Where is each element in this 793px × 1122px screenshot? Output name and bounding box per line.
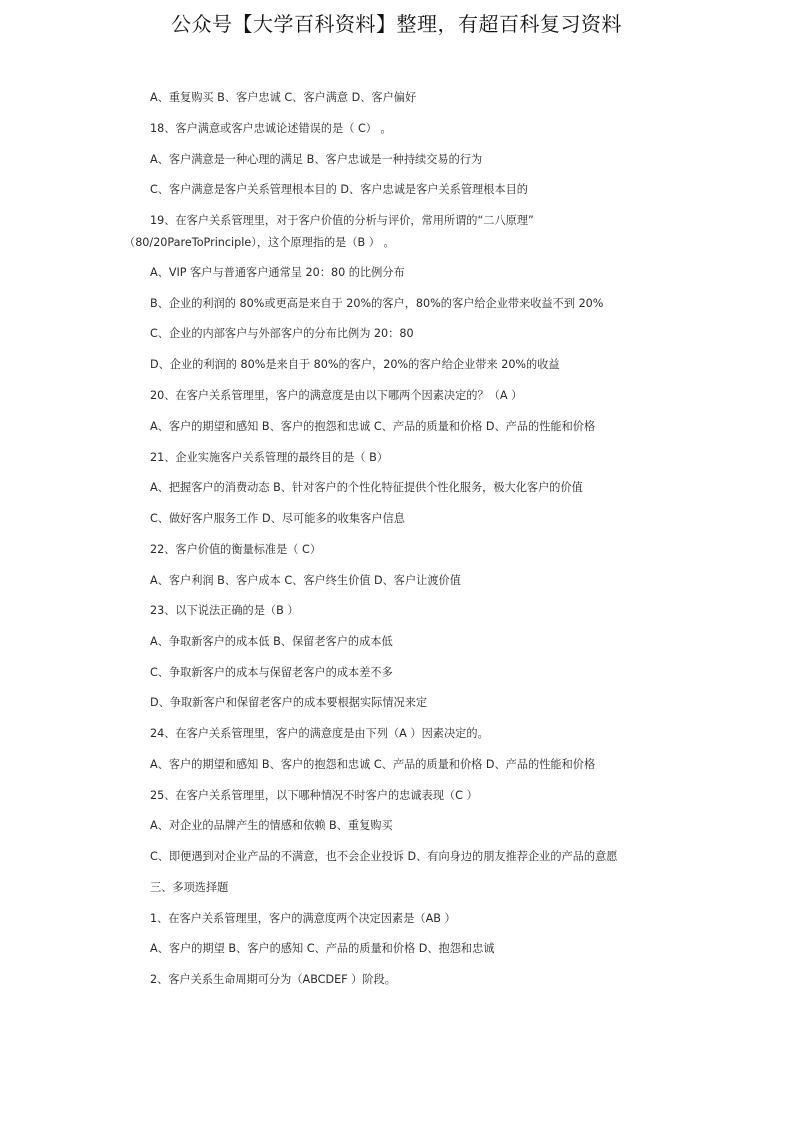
question-18: 18、客户满意或客户忠诚论述错误的是（ C） 。: [150, 122, 392, 135]
text-line: A、客户满意是一种心理的满足 B、客户忠诚是一种持续交易的行为: [150, 153, 483, 166]
text-line: A、争取新客户的成本低 B、保留老客户的成本低: [150, 635, 393, 648]
multi-question-1: 1、在客户关系管理里，客户的满意度两个决定因素是（AB ）: [150, 912, 456, 925]
question-19: 19、在客户关系管理里，对于客户价值的分析与评价，常用所谓的“二八原理”: [150, 214, 534, 227]
text-line: B、企业的利润的 80%或更高是来自于 20%的客户，80%的客户给企业带来收益不到 20%: [150, 297, 604, 310]
section-heading: 三、多项选择题: [150, 881, 229, 894]
text-line: C、做好客户服务工作 D、尽可能多的收集客户信息: [150, 512, 405, 525]
text-line: A、对企业的品牌产生的情感和依赖 B、重复购买: [150, 819, 393, 832]
page-header-title: 公众号【大学百科资料】整理，有超百科复习资料: [171, 12, 622, 36]
question-24: 24、在客户关系管理里，客户的满意度是由下列（A ）因素决定的。: [150, 727, 489, 740]
text-line: A、重复购买 B、客户忠诚 C、客户满意 D、客户偏好: [150, 91, 417, 104]
text-line: A、把握客户的消费动态 B、针对客户的个性化特征提供个性化服务，极大化客户的价值: [150, 481, 583, 494]
question-22: 22、客户价值的衡量标准是（ C）: [150, 543, 322, 556]
text-line: A、VIP 客户与普通客户通常呈 20：80 的比例分布: [150, 266, 405, 279]
text-line: D、企业的利润的 80%是来自于 80%的客户，20%的客户给企业带来 20%的收益: [150, 358, 560, 371]
question-25: 25、在客户关系管理里，以下哪种情况不时客户的忠诚表现（C ）: [150, 789, 478, 802]
text-line: A、客户的期望和感知 B、客户的抱怨和忠诚 C、产品的质量和价格 D、产品的性能和价格: [150, 758, 596, 771]
text-line: C、争取新客户的成本与保留老客户的成本差不多: [150, 666, 393, 679]
question-19-continuation: （80/20PareToPrinciple），这个原理指的是（B ） 。: [124, 236, 395, 249]
text-line: C、企业的内部客户与外部客户的分布比例为 20：80: [150, 327, 414, 340]
question-21: 21、企业实施客户关系管理的最终目的是（ B）: [150, 451, 389, 464]
text-line: C、客户满意是客户关系管理根本目的 D、客户忠诚是客户关系管理根本目的: [150, 183, 528, 196]
question-20: 20、在客户关系管理里，客户的满意度是由以下哪两个因素决定的？（A ）: [150, 389, 523, 402]
multi-question-2: 2、客户关系生命周期可分为（ABCDEF ）阶段。: [150, 973, 396, 986]
text-line: A、客户利润 B、客户成本 C、客户终生价值 D、客户让渡价值: [150, 574, 461, 587]
question-23: 23、以下说法正确的是（B ）: [150, 604, 299, 617]
text-line: C、即便遇到对企业产品的不满意，也不会企业投诉 D、有向身边的朋友推荐企业的产品的意愿: [150, 850, 618, 863]
text-line: D、争取新客户和保留老客户的成本要根据实际情况来定: [150, 696, 428, 709]
text-line: A、客户的期望 B、客户的感知 C、产品的质量和价格 D、抱怨和忠诚: [150, 942, 495, 955]
text-line: A、客户的期望和感知 B、客户的抱怨和忠诚 C、产品的质量和价格 D、产品的性能和价格: [150, 420, 596, 433]
